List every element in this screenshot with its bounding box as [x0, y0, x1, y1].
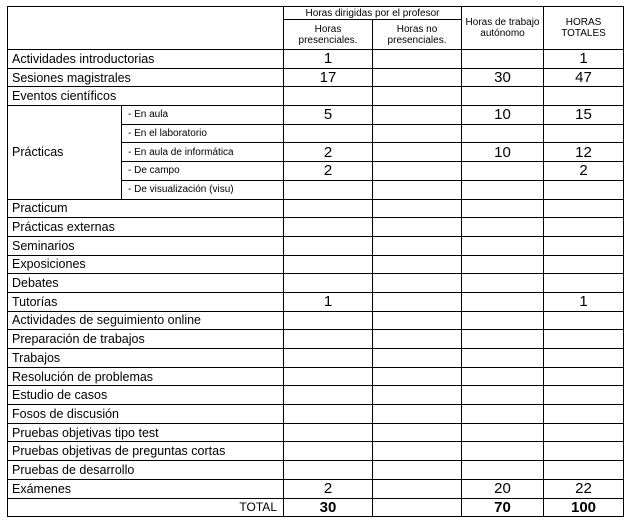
- cell-no-presenciales: [373, 68, 462, 87]
- cell-presenciales: [284, 124, 373, 143]
- total-cell-presenciales: 30: [284, 498, 373, 517]
- row-label: Seminarios: [8, 236, 284, 255]
- table-row: [8, 87, 624, 106]
- cell-presenciales: [284, 349, 373, 368]
- table-row: [8, 106, 624, 125]
- cell-autonomo: [462, 124, 544, 143]
- cell-presenciales: [284, 461, 373, 480]
- table-row: [8, 255, 624, 274]
- row-label: Practicum: [8, 199, 284, 218]
- sub-row-label: - En el laboratorio: [122, 124, 284, 143]
- cell-total: [544, 423, 624, 442]
- cell-total: [544, 255, 624, 274]
- cell-total: 12: [544, 143, 624, 162]
- total-cell-autonomo: 70: [462, 498, 544, 517]
- cell-total: [544, 274, 624, 293]
- row-label: Prácticas externas: [8, 218, 284, 237]
- row-label: Pruebas objetivas de preguntas cortas: [8, 442, 284, 461]
- cell-autonomo: 30: [462, 68, 544, 87]
- total-cell-total: 100: [544, 498, 624, 517]
- cell-presenciales: [284, 311, 373, 330]
- cell-total: [544, 442, 624, 461]
- cell-no-presenciales: [373, 367, 462, 386]
- cell-total: 1: [544, 292, 624, 311]
- cell-total: [544, 236, 624, 255]
- cell-total: [544, 124, 624, 143]
- cell-total: [544, 405, 624, 424]
- cell-presenciales: 2: [284, 479, 373, 498]
- cell-autonomo: [462, 199, 544, 218]
- cell-presenciales: 1: [284, 50, 373, 69]
- cell-autonomo: [462, 180, 544, 199]
- row-label: Exposiciones: [8, 255, 284, 274]
- cell-presenciales: [284, 87, 373, 106]
- row-label: Debates: [8, 274, 284, 293]
- sub-row-label: - De visualización (visu): [122, 180, 284, 199]
- cell-total: [544, 330, 624, 349]
- cell-autonomo: [462, 87, 544, 106]
- table-row: [8, 442, 624, 461]
- row-label: Tutorías: [8, 292, 284, 311]
- cell-autonomo: [462, 461, 544, 480]
- table-row: [8, 218, 624, 237]
- table-row: [8, 50, 624, 69]
- cell-autonomo: [462, 218, 544, 237]
- header-dirigidas: Horas dirigidas por el profesor: [284, 7, 462, 20]
- cell-autonomo: [462, 423, 544, 442]
- total-label: TOTAL: [8, 498, 284, 517]
- row-label: Sesiones magistrales: [8, 68, 284, 87]
- cell-no-presenciales: [373, 50, 462, 69]
- sub-row-label: - En aula de informática: [122, 143, 284, 162]
- cell-no-presenciales: [373, 423, 462, 442]
- row-label: Actividades introductorias: [8, 50, 284, 69]
- cell-autonomo: [462, 349, 544, 368]
- row-label: Eventos científicos: [8, 87, 284, 106]
- cell-no-presenciales: [373, 311, 462, 330]
- row-label: Pruebas de desarrollo: [8, 461, 284, 480]
- cell-autonomo: [462, 50, 544, 69]
- cell-total: [544, 218, 624, 237]
- cell-presenciales: [284, 180, 373, 199]
- table-row: [8, 274, 624, 293]
- cell-presenciales: [284, 330, 373, 349]
- cell-no-presenciales: [373, 330, 462, 349]
- cell-no-presenciales: [373, 461, 462, 480]
- cell-presenciales: [284, 405, 373, 424]
- cell-autonomo: [462, 162, 544, 181]
- table-row: [8, 367, 624, 386]
- row-label: Resolución de problemas: [8, 367, 284, 386]
- cell-no-presenciales: [373, 292, 462, 311]
- table-row: [8, 423, 624, 442]
- cell-no-presenciales: [373, 87, 462, 106]
- cell-no-presenciales: [373, 218, 462, 237]
- cell-total: 15: [544, 106, 624, 125]
- cell-presenciales: [284, 274, 373, 293]
- total-cell-no-presenciales: [373, 498, 462, 517]
- cell-total: 2: [544, 162, 624, 181]
- cell-presenciales: [284, 255, 373, 274]
- cell-presenciales: [284, 199, 373, 218]
- table-row: [8, 405, 624, 424]
- header-autonomo: Horas de trabajo autónomo: [462, 7, 544, 50]
- cell-no-presenciales: [373, 143, 462, 162]
- header-totales: HORAS TOTALES: [544, 7, 624, 50]
- row-label: Preparación de trabajos: [8, 330, 284, 349]
- cell-total: 47: [544, 68, 624, 87]
- cell-presenciales: [284, 218, 373, 237]
- total-row: [8, 498, 624, 517]
- cell-no-presenciales: [373, 236, 462, 255]
- cell-total: 1: [544, 50, 624, 69]
- table-row: [8, 311, 624, 330]
- cell-autonomo: [462, 405, 544, 424]
- cell-no-presenciales: [373, 106, 462, 125]
- cell-autonomo: [462, 386, 544, 405]
- cell-autonomo: [462, 367, 544, 386]
- cell-no-presenciales: [373, 274, 462, 293]
- cell-presenciales: 2: [284, 143, 373, 162]
- cell-autonomo: [462, 236, 544, 255]
- row-label: Trabajos: [8, 349, 284, 368]
- cell-presenciales: [284, 367, 373, 386]
- row-label: Pruebas objetivas tipo test: [8, 423, 284, 442]
- cell-no-presenciales: [373, 479, 462, 498]
- cell-no-presenciales: [373, 199, 462, 218]
- cell-autonomo: 10: [462, 106, 544, 125]
- sub-row-label: - De campo: [122, 162, 284, 181]
- cell-total: [544, 311, 624, 330]
- cell-no-presenciales: [373, 386, 462, 405]
- cell-autonomo: [462, 292, 544, 311]
- cell-no-presenciales: [373, 405, 462, 424]
- cell-total: [544, 367, 624, 386]
- cell-autonomo: [462, 274, 544, 293]
- cell-total: [544, 461, 624, 480]
- cell-no-presenciales: [373, 124, 462, 143]
- cell-presenciales: [284, 386, 373, 405]
- row-label: Actividades de seguimiento online: [8, 311, 284, 330]
- cell-autonomo: [462, 255, 544, 274]
- practicas-label: Prácticas: [8, 106, 122, 199]
- table-row: [8, 349, 624, 368]
- row-label: Exámenes: [8, 479, 284, 498]
- cell-presenciales: 5: [284, 106, 373, 125]
- cell-presenciales: [284, 442, 373, 461]
- cell-total: 22: [544, 479, 624, 498]
- table-row: [8, 386, 624, 405]
- cell-presenciales: 1: [284, 292, 373, 311]
- cell-presenciales: 2: [284, 162, 373, 181]
- row-label: Estudio de casos: [8, 386, 284, 405]
- cell-total: [544, 349, 624, 368]
- cell-no-presenciales: [373, 349, 462, 368]
- row-label: Fosos de discusión: [8, 405, 284, 424]
- cell-total: [544, 87, 624, 106]
- cell-no-presenciales: [373, 442, 462, 461]
- table-row: [8, 292, 624, 311]
- table-row: [8, 330, 624, 349]
- cell-total: [544, 199, 624, 218]
- cell-presenciales: [284, 423, 373, 442]
- cell-autonomo: [462, 330, 544, 349]
- cell-total: [544, 180, 624, 199]
- cell-autonomo: [462, 311, 544, 330]
- cell-autonomo: 10: [462, 143, 544, 162]
- cell-no-presenciales: [373, 162, 462, 181]
- cell-autonomo: 20: [462, 479, 544, 498]
- cell-presenciales: 17: [284, 68, 373, 87]
- table-row: [8, 236, 624, 255]
- table-row: [8, 461, 624, 480]
- header-no-presenciales: Horas no presenciales.: [373, 20, 462, 50]
- sub-row-label: - En aula: [122, 106, 284, 125]
- cell-presenciales: [284, 236, 373, 255]
- table-row: [8, 199, 624, 218]
- cell-no-presenciales: [373, 255, 462, 274]
- cell-total: [544, 386, 624, 405]
- table-row: [8, 479, 624, 498]
- header-presenciales: Horas presenciales.: [284, 20, 373, 50]
- cell-autonomo: [462, 442, 544, 461]
- header-blank-cell: [8, 7, 284, 50]
- table-row: [8, 68, 624, 87]
- cell-no-presenciales: [373, 180, 462, 199]
- hours-table: [7, 6, 624, 517]
